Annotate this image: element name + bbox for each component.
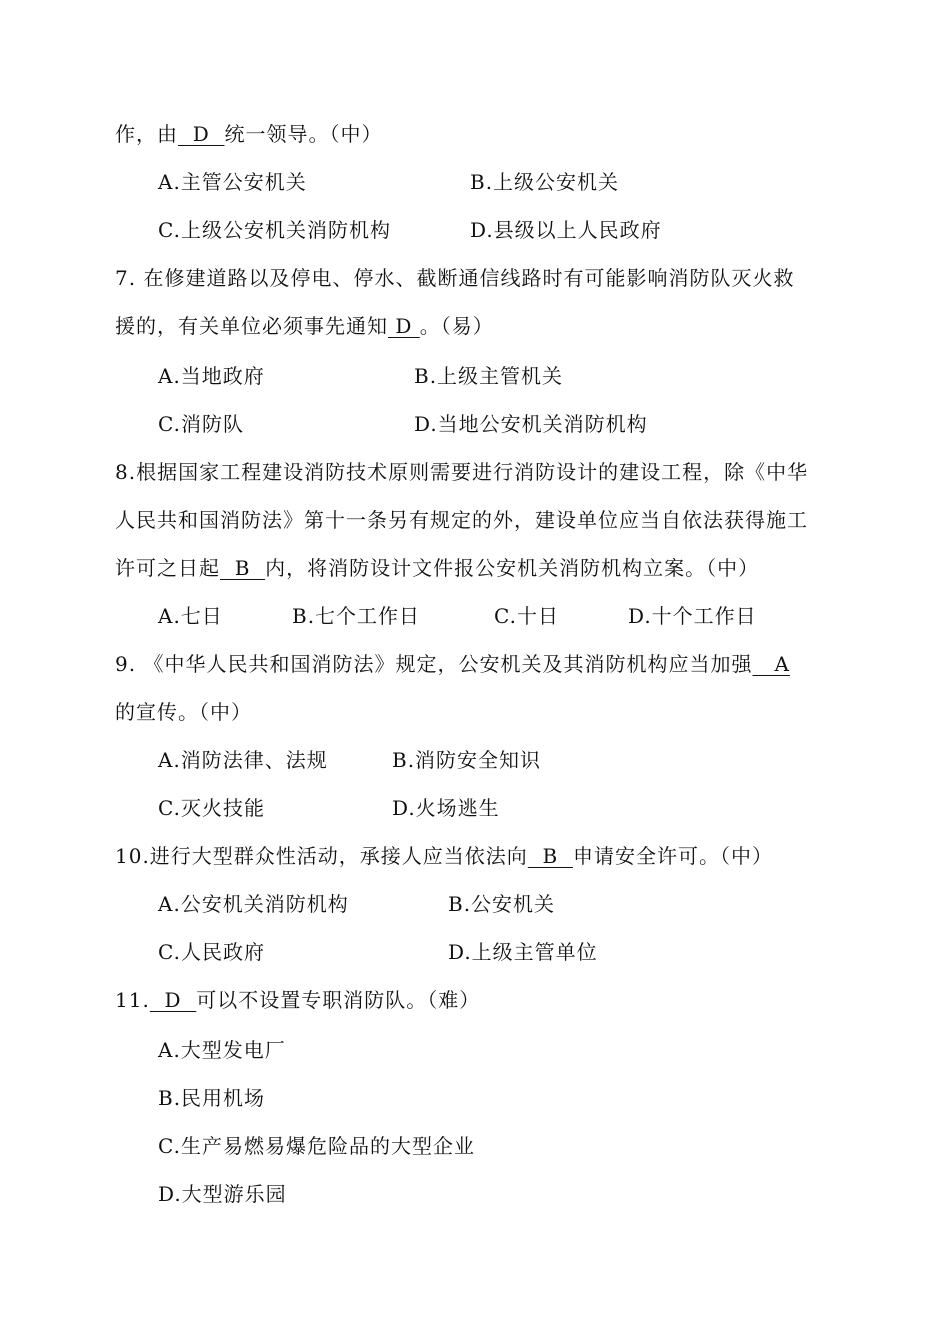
q6-answer: D bbox=[178, 122, 225, 146]
q10-option-d: D.上级主管单位 bbox=[448, 940, 598, 964]
q10-stem-pre: 10.进行大型群众性活动，承接人应当依法向 bbox=[115, 844, 528, 868]
q10-option-c: C.人民政府 bbox=[158, 940, 265, 964]
q7-stem-post: 。（易） bbox=[419, 314, 494, 338]
q11-option-d: D.大型游乐园 bbox=[158, 1182, 287, 1206]
q7-stem-line1: 7. 在修建道路以及停电、停水、截断通信线路时有可能影响消防队灭火救 bbox=[115, 266, 795, 290]
q7-option-c: C.消防队 bbox=[158, 412, 244, 436]
q6-stem-post: 统一领导。（中） bbox=[224, 122, 383, 146]
q9-stem-line1 bbox=[115, 650, 790, 678]
q6-option-d: D.县级以上人民政府 bbox=[470, 218, 662, 242]
q6-option-a: A.主管公安机关 bbox=[158, 170, 307, 194]
q8-answer: B bbox=[220, 556, 266, 580]
q8-stem-pre: 许可之日起 bbox=[115, 556, 220, 580]
q11-option-c: C.生产易燃易爆危险品的大型企业 bbox=[158, 1134, 475, 1158]
q8-option-d: D.十个工作日 bbox=[628, 604, 757, 628]
q10-option-b: B.公安机关 bbox=[448, 892, 556, 916]
q11-stem-pre: 11. bbox=[115, 988, 150, 1012]
q7-option-d: D.当地公安机关消防机构 bbox=[414, 412, 648, 436]
q9-option-b: B.消防安全知识 bbox=[392, 748, 542, 772]
q10-answer: B bbox=[527, 844, 573, 868]
q6-option-b: B.上级公安机关 bbox=[470, 170, 620, 194]
q9-stem-line2: 的宣传。（中） bbox=[115, 700, 252, 724]
q8-stem-line1: 8.根据国家工程建设消防技术原则需要进行消防设计的建设工程，除《中华 bbox=[115, 460, 809, 484]
q11-option-b: B.民用机场 bbox=[158, 1086, 266, 1110]
q9-option-c: C.灭火技能 bbox=[158, 796, 265, 820]
q6-option-c: C.上级公安机关消防机构 bbox=[158, 218, 391, 242]
q6-stem-pre: 作，由 bbox=[115, 122, 178, 146]
q8-option-c: C.十日 bbox=[494, 604, 559, 628]
q7-stem-pre: 援的，有关单位必须事先通知 bbox=[115, 314, 388, 338]
q9-option-d: D.火场逃生 bbox=[392, 796, 500, 820]
q11-option-a: A.大型发电厂 bbox=[158, 1038, 286, 1062]
q11-stem-line1 bbox=[115, 986, 480, 1014]
q11-stem-post: 可以不设置专职消防队。（难） bbox=[196, 988, 481, 1012]
q10-stem-line1 bbox=[115, 842, 773, 870]
q7-answer: D bbox=[388, 314, 420, 338]
q7-stem-line2 bbox=[115, 312, 494, 340]
q8-option-a: A.七日 bbox=[158, 604, 223, 628]
q6-stem-line1 bbox=[115, 120, 382, 148]
q7-option-b: B.上级主管机关 bbox=[414, 364, 564, 388]
q8-stem-line3 bbox=[115, 554, 759, 582]
q10-option-a: A.公安机关消防机构 bbox=[158, 892, 349, 916]
q8-option-b: B.七个工作日 bbox=[292, 604, 421, 628]
q7-option-a: A.当地政府 bbox=[158, 364, 265, 388]
q8-stem-line2: 人民共和国消防法》第十一条另有规定的外，建设单位应当自依法获得施工 bbox=[115, 508, 808, 532]
q9-option-a: A.消防法律、法规 bbox=[158, 748, 328, 772]
q9-stem-pre: 9. 《中华人民共和国消防法》规定，公安机关及其消防机构应当加强 bbox=[115, 652, 753, 676]
q10-stem-post: 申请安全许可。（中） bbox=[572, 844, 773, 868]
q9-answer: A bbox=[752, 652, 790, 676]
q11-answer: D bbox=[149, 988, 197, 1012]
q8-stem-post: 内，将消防设计文件报公安机关消防机构立案。（中） bbox=[265, 556, 760, 580]
